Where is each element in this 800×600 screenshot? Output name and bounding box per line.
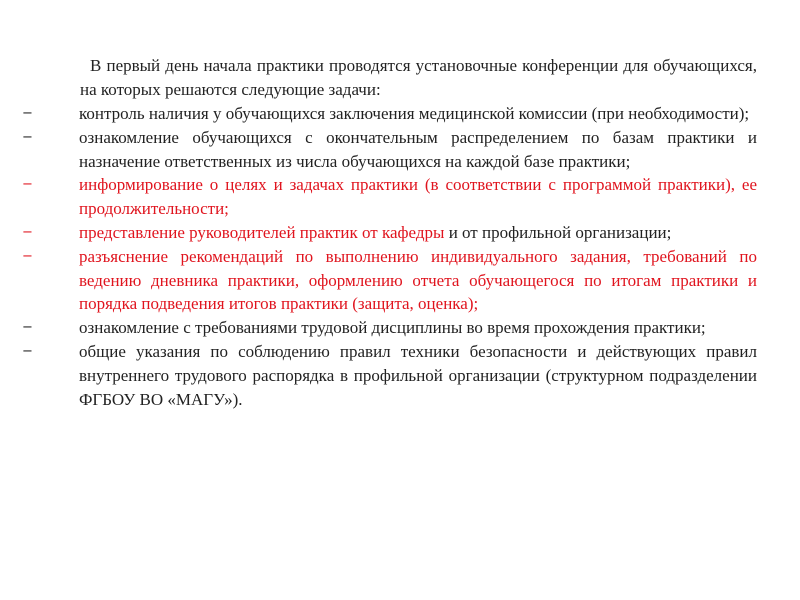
list-item-text: ознакомление с требованиями трудовой дисциплины во время прохождения практики; xyxy=(79,318,706,338)
list-item-text: общие указания по соблюдению правил техники безопасности и действующих правил внутреннего трудового распорядка в профильной организации (структурном подразделении ФГБОУ ВО «МАГУ»). xyxy=(79,341,757,409)
list-item-text: разъяснение рекомендаций по выполнению индивидуального задания, требований по ведению дневника практики, оформлению отчета обучающегося по итогам практики и порядка подведения итогов практики (защита, оценка); xyxy=(79,246,757,314)
dash-bullet-icon: − xyxy=(22,177,33,193)
intro-paragraph: В первый день начала практики проводятся установочные конференции для обучающихся, на которых решаются следующие задачи: xyxy=(80,56,757,99)
list-item xyxy=(0,126,757,174)
list-item xyxy=(0,340,757,411)
list-item xyxy=(0,316,757,340)
dash-bullet-icon: − xyxy=(22,343,33,359)
dash-bullet-icon: − xyxy=(22,248,33,264)
dash-bullet-icon: − xyxy=(22,320,33,336)
list-item-text: ознакомление обучающихся с окончательным распределением по базам практики и назначение ответственных из числа обучающихся на каждой базе практики; xyxy=(79,127,757,171)
list-item xyxy=(0,173,757,221)
list-item-text: информирование о целях и задачах практики (в соответствии с программой практики), ее продолжительности; xyxy=(79,175,757,219)
dash-bullet-icon: − xyxy=(22,224,33,240)
task-list xyxy=(0,102,800,411)
list-item-text-highlighted: представление руководителей практик от кафедры xyxy=(79,222,445,242)
dash-bullet-icon: − xyxy=(22,106,33,121)
list-item xyxy=(0,221,757,245)
list-item xyxy=(0,245,757,316)
list-item-text: контроль наличия у обучающихся заключения медицинской комиссии (при необходимости); xyxy=(79,104,750,123)
dash-bullet-icon: − xyxy=(22,129,33,145)
list-item xyxy=(0,102,757,126)
list-item-text: и от профильной организации; xyxy=(444,222,672,242)
